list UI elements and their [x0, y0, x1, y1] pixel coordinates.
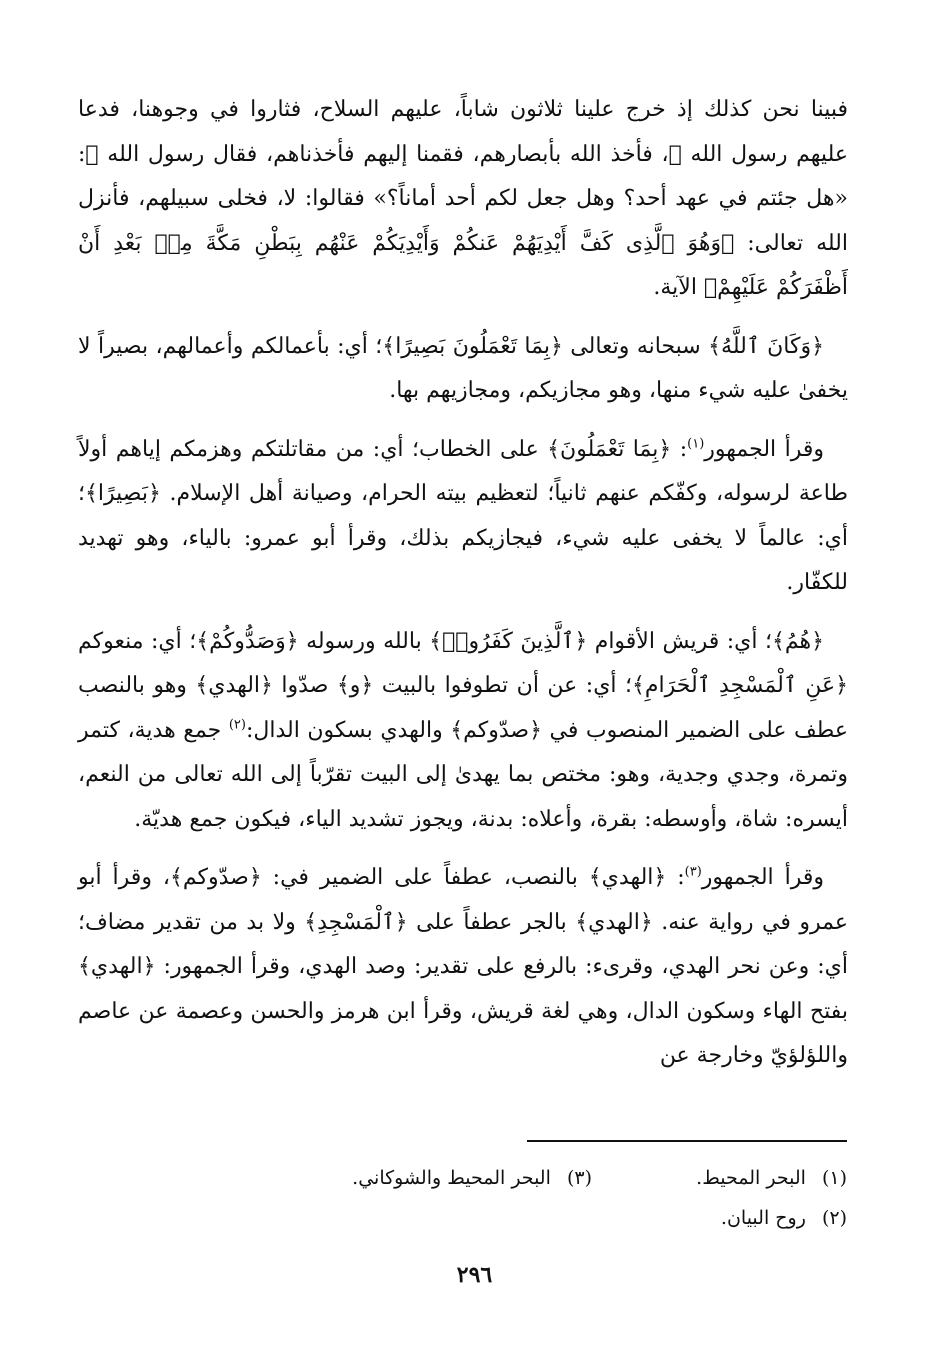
paragraph-text: وقرأ الجمهور [704, 436, 824, 462]
footnote-row [147, 1158, 847, 1198]
paragraph [78, 856, 848, 1079]
page-number: ٢٩٦ [456, 1262, 493, 1288]
paragraph-text: : ﴿الهدي﴾ بالنصب، عطفاً على الضمير في: ﴿صدّوكم﴾، وقرأ أبو عمرو في رواية عنه. ﴿الهدي﴾ بالجر عطفاً على ﴿ٱلْمَسْجِدِ﴾ ولا بد من تقدير مضاف؛ أي: وعن نحر الهدي، وقرىء: بالرفع على تقدير: وصد الهدي، وقرأ الجمهور: ﴿الهدي﴾ بفتح الهاء وسكون الدال، وهي لغة قريش، وقرأ ابن هرمز والحسن وعصمة عن عاصم واللؤلؤيّ وخارجة عن [78, 865, 848, 1068]
paragraph-text: ﴿هُمُ﴾؛ أي: قريش الأقوام ﴿ٱلَّذِينَ كَفَرُوا۟﴾ بالله ورسوله ﴿وَصَدُّوكُمْ﴾؛ أي: منعوكم ﴿عَنِ ٱلْمَسْجِدِ ٱلْحَرَامِ﴾؛ أي: عن أن تطوفوا بالبيت ﴿و﴾ صدّوا ﴿الهدي﴾ وهو بالنصب عطف على الضمير المنصوب في ﴿صدّوكم﴾ والهدي بسكون الدال: [78, 628, 848, 743]
footnote-item [592, 1198, 847, 1238]
paragraph-text: ﴿وَكَانَ ٱللَّهُ﴾ سبحانه وتعالى ﴿بِمَا تَعْمَلُونَ بَصِيرًا﴾؛ أي: بأعمالكم وأعمالهم، بصيراً لا يخفىٰ عليه شيء منها، وهو مجازيكم، ومجازيهم بها. [78, 333, 848, 403]
paragraph [78, 620, 848, 843]
footnote-item [592, 1158, 847, 1198]
paragraph [78, 428, 848, 606]
paragraph-text: وقرأ الجمهور [701, 865, 825, 890]
footnote-text: روح البيان. [720, 1207, 806, 1229]
main-text [78, 88, 848, 1093]
paragraph-text: فبينا نحن كذلك إذ خرج علينا ثلاثون شاباً، عليهم السلاح، فثاروا في وجوهنا، فدعا عليهم رسول الله ﷺ، فأخذ الله بأبصارهم، فقمنا إليهم فأخذناهم، فقال رسول الله ﷺ: «هل جئتم في عهد أحد؟ وهل جعل لكم أحد أماناً؟» فقالوا: لا، فخلى سبيلهم، فأنزل الله تعالى: ﴿وَهُوَ ٱلَّذِى كَفَّ أَيْدِيَهُمْ عَنكُمْ وَأَيْدِيَكُمْ عَنْهُم بِبَطْنِ مَكَّةَ مِنۢ بَعْدِ أَنْ أَظْفَرَكُمْ عَلَيْهِمْ﴾ الآية. [78, 97, 848, 300]
footnote-reference: (١) [687, 436, 705, 452]
footnote-text: البحر المحيط. [696, 1167, 806, 1189]
footnote-number: (٢) [821, 1207, 847, 1229]
footnote-reference: (٢) [228, 717, 246, 733]
footnote-text: البحر المحيط والشوكاني. [352, 1167, 551, 1189]
paragraph-text: جمع هدية، كتمر وتمرة، وجدي وجدية، وهو: مختص بما يهدىٰ إلى البيت تقرّباً إلى الله تعالى من النعم، أيسره: شاة، وأوسطه: بقرة، وأعلاه: بدنة، ويجوز تشديد الياء، فيكون جمع هديّة. [78, 717, 848, 832]
footnote-row [147, 1198, 847, 1238]
footnote-number: (٣) [566, 1167, 592, 1189]
footnote-reference: (٣) [684, 864, 702, 880]
paragraph [78, 325, 848, 414]
footnote-divider [527, 1140, 847, 1142]
paragraph [78, 88, 848, 311]
footnote-number: (١) [821, 1167, 847, 1189]
footnote-item [337, 1158, 592, 1198]
footnotes [147, 1158, 847, 1238]
paragraph-text: : ﴿بِمَا تَعْمَلُونَ﴾ على الخطاب؛ أي: من مقاتلتكم وهزمكم إياهم أولاً طاعة لرسوله، وكفّكم عنهم ثانياً؛ لتعظيم بيته الحرام، وصيانة أهل الإسلام. ﴿بَصِيرًا﴾؛ أي: عالماً لا يخفى عليه شيء، فيجازيكم بذلك، وقرأ أبو عمرو: بالياء، وهو تهديد للكفّار. [78, 436, 848, 595]
